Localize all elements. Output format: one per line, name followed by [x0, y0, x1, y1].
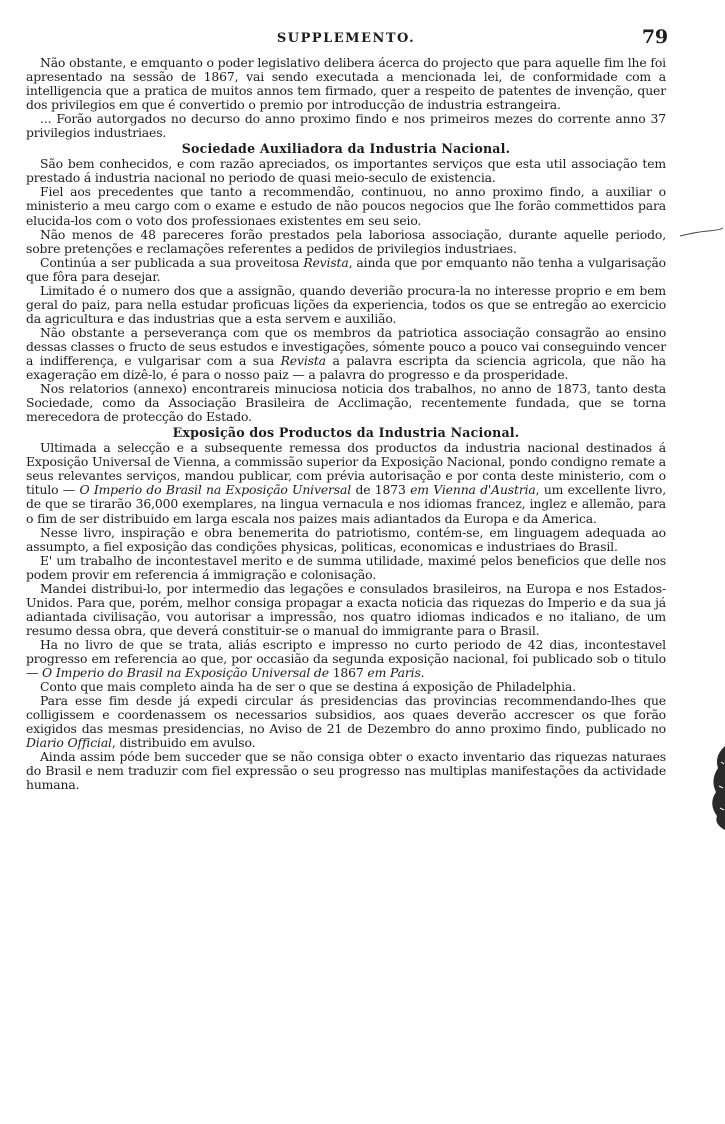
document-page: [26, 26, 668, 793]
paragraph-s2-8: Ainda assim póde bem succeder que se não consiga obter o exacto inventario das riquezas naturaes do Brasil e nem traduzir com fiel expressão o seu progresso nas multiplas manifestações da actividade humana.: [26, 749, 666, 793]
paragraph-s1-1: São bem conhecidos, e com razão apreciados, os importantes serviços que esta util associação tem prestado á industria nacional no periodo de quasi meio-seculo de existencia.: [26, 156, 666, 186]
italic-revista: Revista: [280, 352, 326, 368]
paragraph-s1-3: Não menos de 48 pareceres forão prestados pela laboriosa associação, durante aquelle periodo, sobre pretenções e reclamações referentes a pedidos de privilegios industriaes.: [26, 226, 666, 256]
text-run: .: [420, 665, 425, 681]
section-heading-exposicao: Exposição dos Productos da Industria Nacional.: [172, 425, 520, 441]
paragraph-s1-4: [26, 256, 666, 284]
italic-book-title: O Imperio do Brasil na Exposição Universal de: [42, 665, 329, 681]
paragraph-s1-6: [26, 326, 666, 382]
page-edge-damage: [704, 742, 725, 832]
paragraph-s2-1: [26, 441, 666, 525]
text-run: a palavra escripta da sciencia agricola, que não ha exageração em dizê-lo, é para o nosso paiz — a palavra do progresso e da prosperidade.: [26, 352, 666, 383]
text-run: Ultimada a selecção e a subsequente remessa dos productos da industria nacional destinados á Exposição Universal de Vienna, a commissão superior da Exposição Nacional, pondo condigno remate a seus relevantes serviços, mandou publicar, com prévia autorisação e por conta deste ministerio, com o titulo —: [26, 440, 666, 498]
paragraph-s2-3: E' um trabalho de incontestavel merito e de summa utilidade, maximé pelos beneficios que delle nos podem provir em referencia á immigração e colonisação.: [26, 552, 666, 582]
margin-pen-mark: [678, 222, 724, 240]
paragraph-s2-2: Nesse livro, inspiração e obra benemerita do patriotismo, contém-se, em linguagem adequada ao assumpto, a fiel exposição das condições physicas, politicas, economicas e industriaes do Brasil.: [26, 524, 666, 554]
paragraph-s2-5: [26, 638, 666, 680]
italic-revista: Revista: [303, 254, 349, 270]
italic-place: em Vienna d'Austria: [410, 482, 536, 498]
text-run: Ha no livro de que se trata, aliás escripto e impresso no curto periodo de 42 dias, incontestavel progresso em referencia ao que, por occasião da segunda exposição nacional, foi publicado sob o titulo —: [26, 636, 666, 681]
paragraph-intro-2: ... Forão autorgados no decurso do anno proximo findo e nos primeiros mezes do corrente anno 37 privilegios industriaes.: [26, 111, 666, 141]
paragraph-s1-5: Limitado é o numero dos que a assignão, quando deverião procura-la no interesse proprio e em bem geral do paiz, para nella estudar proficuas lições da experiencia, todos os que se entregão ao exercicio da agricultura e das industrias que a esta servem e auxilião.: [26, 282, 666, 326]
text-run: Continúa a ser publicada a sua proveitosa: [40, 254, 300, 270]
text-run: , distribuido em avulso.: [111, 735, 256, 751]
text-run: , ainda que por emquanto não tenha a vulgarisação que fôra para desejar.: [26, 254, 666, 284]
italic-diario-official: Diario Official: [26, 735, 112, 751]
italic-book-title: O Imperio do Brasil na Exposição Universal: [79, 482, 352, 498]
text-run: de 1873: [355, 482, 406, 498]
section-heading-sociedade: Sociedade Auxiliadora da Industria Nacional.: [181, 141, 511, 157]
paragraph-s2-6: Conto que mais completo ainda ha de ser o que se destina á exposição de Philadelphia.: [40, 679, 576, 695]
text-run: Para esse fim desde já expedi circular ás presidencias das provincias recommendando-lhes que colligissem e coordenassem os necessarios subsidios, aos quaes deverão accrescer os que forão exigidos das mesmas presidencias, no Aviso de 21 de Dezembro do anno proximo findo, publicado no: [26, 693, 666, 737]
paragraph-intro-1: Não obstante, e emquanto o poder legislativo delibera ácerca do projecto que para aquelle fim lhe foi apresentado na sessão de 1867, vai sendo executada a mencionada lei, de conformidade com a intelligencia que a pratica de muitos annos tem firmado, quer a respeito de patentes de invenção, quer dos privilegios em que é convertido o premio por introducção de industria estrangeira.: [26, 55, 666, 113]
page-number: 79: [641, 26, 668, 48]
text-run: Não obstante a perseverança com que os membros da patriotica associação consagrão ao ensino dessas classes o fructo de seus estudos e investigações, sómente pouco a pouco vai conseguindo vencer a indifferença, e vulgarisar com a sua: [26, 324, 666, 368]
italic-place: em Paris: [367, 665, 421, 681]
paragraph-s2-7: [26, 694, 666, 750]
page-header: [26, 26, 668, 56]
paragraph-s2-4: Mandei distribui-lo, por intermedio das legações e consulados brasileiros, na Europa e nos Estados-Unidos. Para que, porém, melhor consiga propagar a exacta noticia das riquezas do Imperio e da sua já adiantada civilisação, vou autorisar a impressão, nos quatro idiomas indicados e no italiano, de um resumo dessa obra, que deverá constituir-se o manual do immigrante para o Brasil.: [26, 580, 666, 638]
running-title: SUPPLEMENTO.: [276, 31, 416, 46]
paragraph-s1-7: Nos relatorios (annexo) encontrareis minuciosa noticia dos trabalhos, no anno de 1873, tanto desta Sociedade, como da Associação Brasileira de Acclimação, recentemente fundada, que se torna merecedora de protecção do Estado.: [26, 381, 666, 425]
paragraph-s1-2: Fiel aos precedentes que tanto a recommendão, continuou, no anno proximo findo, a auxiliar o ministerio a meu cargo com o exame e estudo de não poucos negocios que lhe forão commettidos para elucida-los com o voto dos professionaes existentes em seu seio.: [26, 184, 666, 228]
text-run: 1867: [332, 665, 364, 681]
text-run: , um excellente livro, de que se tirarão 36,000 exemplares, na lingua vernacula e nos idiomas francez, inglez e allemão, para o fim de ser distribuido em larga escala nos paizes mais adiantados da Europa e da America.: [26, 482, 667, 526]
